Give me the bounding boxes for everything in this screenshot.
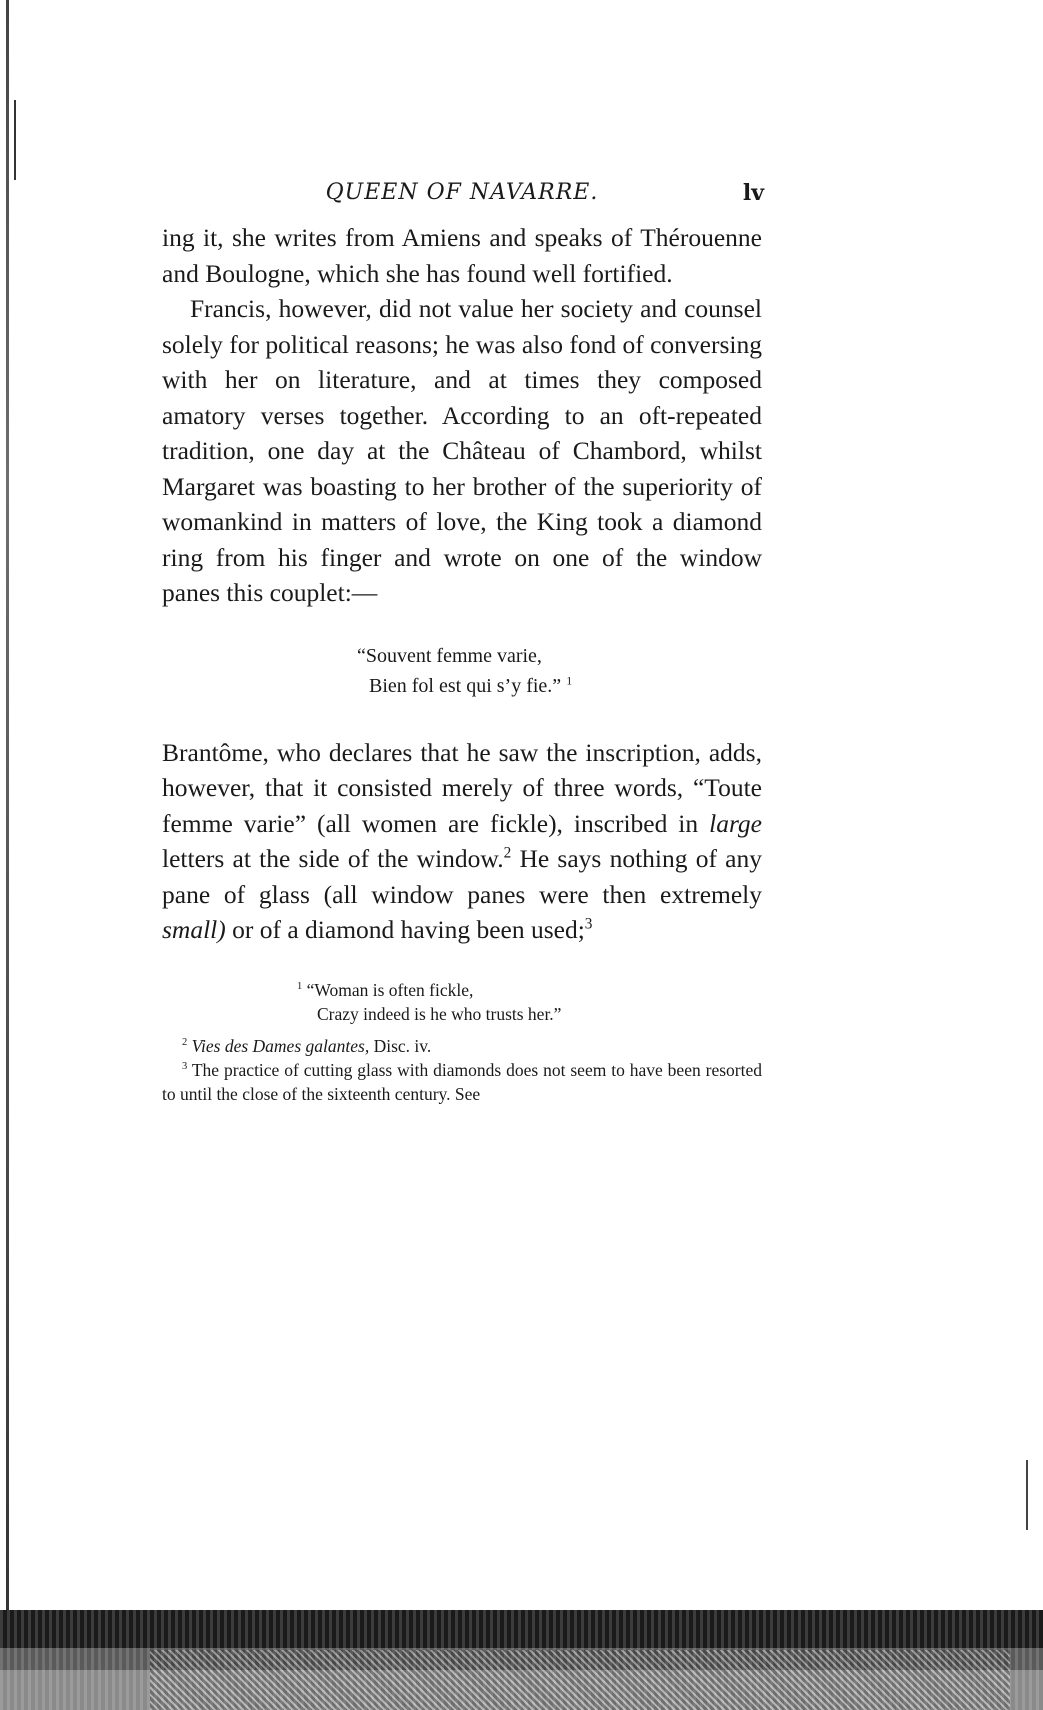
footnote-3-mark: 3	[182, 1060, 188, 1072]
footnote-1-line-1: “Woman is often fickle,	[306, 979, 474, 1000]
paragraph-3-a: Brantôme, who declares that he saw the inscription, adds, however, that it consisted merely of three words, “Toute femme varie” (all women are fickle), inscribed in	[162, 737, 762, 838]
footnote-3-text: The practice of cutting glass with diamonds does not seem to have been resorted to until the close of the sixteenth century. See	[162, 1059, 762, 1104]
scan-edge-mark-right	[1026, 1460, 1028, 1530]
footnote-2-rest: Disc. iv.	[373, 1035, 432, 1056]
paragraph-3-c: He says nothing of any pane of glass (all window panes were then extremely	[162, 844, 763, 909]
scan-bottom-band	[0, 1610, 1043, 1710]
footnote-ref-2: 2	[503, 844, 512, 862]
italic-large: large	[709, 808, 762, 838]
footnote-1-mark: 1	[297, 980, 303, 992]
footnote-2	[162, 1034, 762, 1058]
footnote-ref-1: 1	[566, 672, 573, 687]
verse-line-2-wrap	[357, 671, 762, 701]
verse-line-2: Bien fol est qui s’y fie.”	[369, 674, 562, 697]
book-page	[162, 180, 762, 1106]
footnote-3	[162, 1058, 762, 1106]
italic-small: small)	[162, 915, 226, 944]
footnote-1-line-2: Crazy indeed is he who trusts her.”	[317, 1003, 562, 1024]
paragraph-1: ing it, she writes from Amiens and speaks of Thérouenne and Boulogne, which she has found well fortified.	[162, 223, 762, 288]
body-text	[162, 220, 762, 948]
verse-couplet	[357, 641, 762, 701]
paragraph-2: Francis, however, did not value her society and counsel solely for political reasons; he was also fond of conversing with her on literature, and at times they composed amatory verses together. According to an oft-repeated tradition, one day at the Château of Chambord, whilst Margaret was boasting to her brother of the superiority of womankind in matters of love, the King took a diamond ring from his finger and wrote on one of the window panes this couplet:—	[162, 294, 762, 607]
footnote-2-title: Vies des Dames galantes,	[191, 1035, 370, 1056]
scan-edge	[6, 0, 9, 1610]
footnotes	[162, 978, 762, 1106]
footnote-2-mark: 2	[182, 1036, 188, 1048]
footnote-separator	[162, 948, 762, 978]
running-head	[162, 180, 762, 220]
footnote-ref-3: 3	[584, 915, 593, 933]
running-title: QUEEN OF NAVARRE.	[325, 180, 599, 205]
paragraph-3-d: or of a diamond having been used;	[232, 915, 585, 944]
page-number: lv	[742, 180, 764, 206]
paragraph-3	[162, 735, 762, 948]
paragraph-3-b: letters at the side of the window.	[162, 844, 504, 873]
footnote-1	[297, 978, 762, 1026]
verse-line-1: “Souvent femme varie,	[357, 644, 542, 667]
scan-edge-mark	[14, 100, 16, 180]
